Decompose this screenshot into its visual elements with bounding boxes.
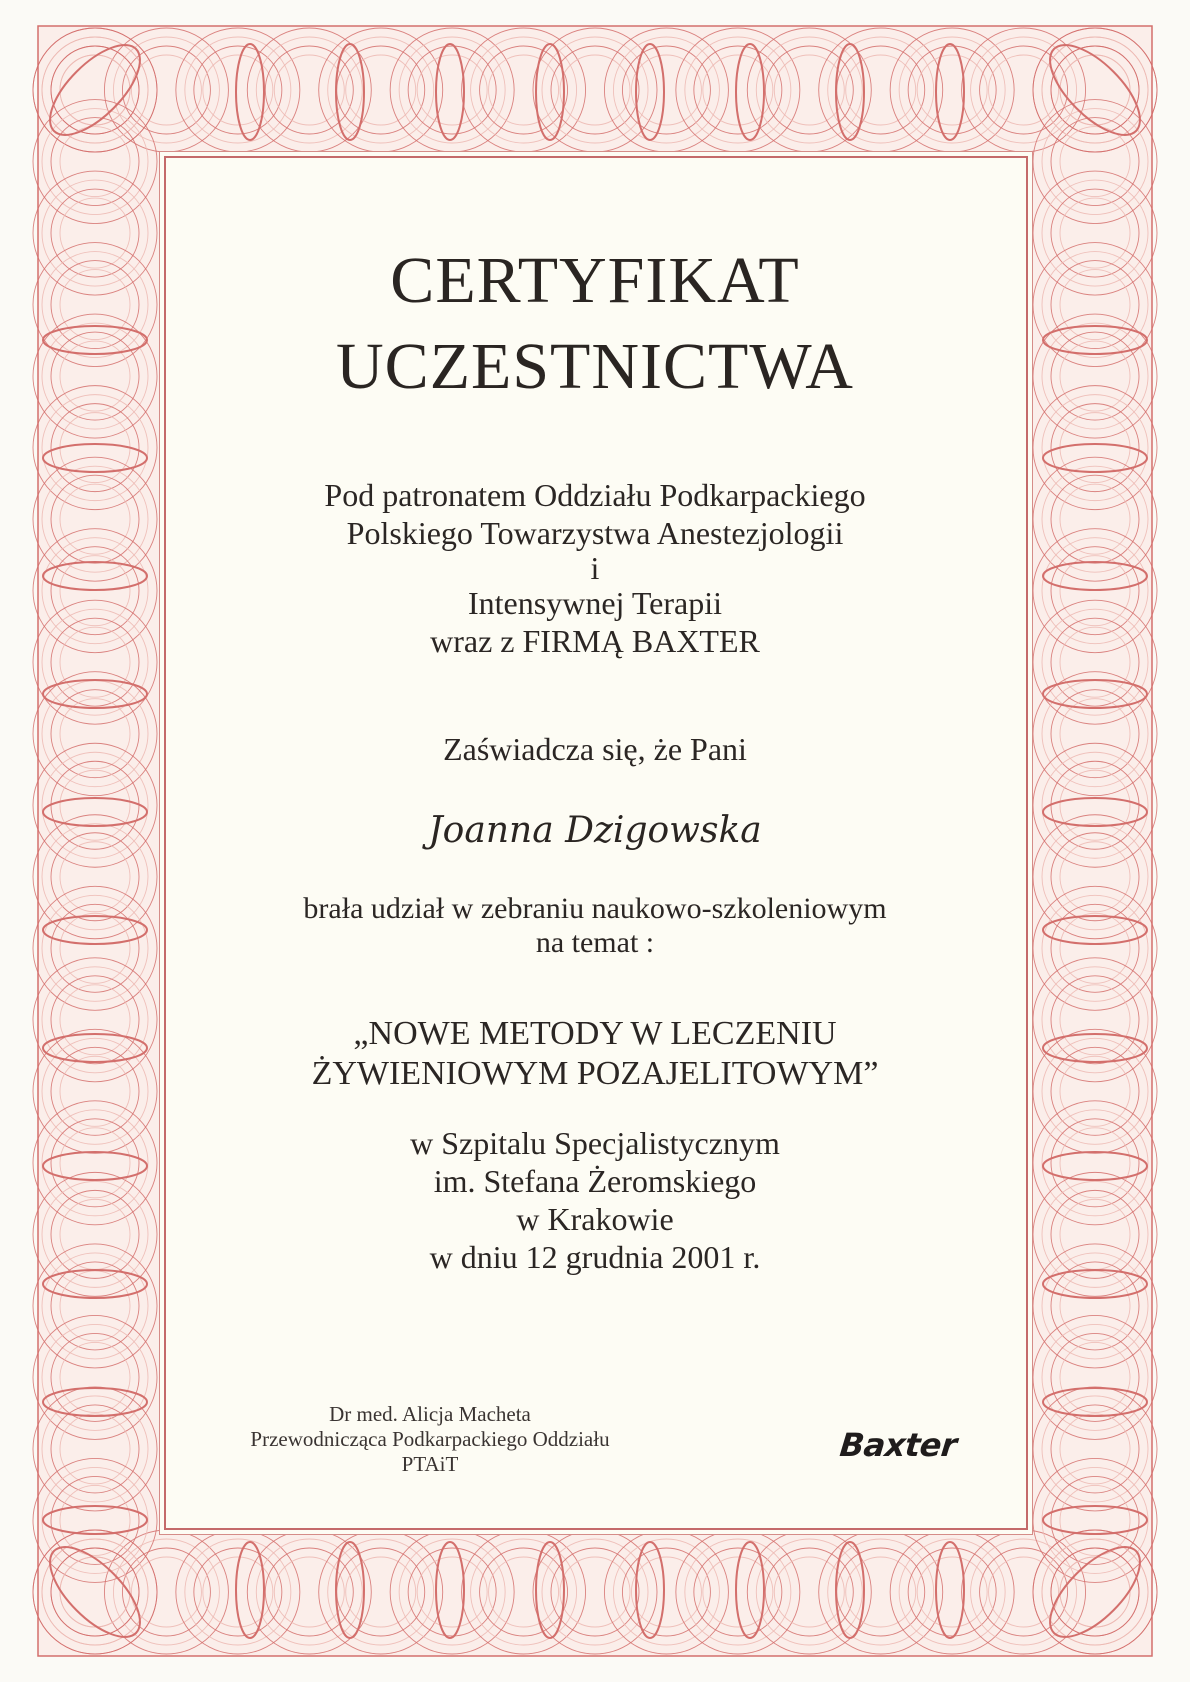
- patronage-line: Intensywnej Terapii: [468, 585, 722, 621]
- venue-line: w Krakowie: [516, 1201, 674, 1237]
- participation-block: [0, 892, 1190, 960]
- topic-block: [0, 1014, 1190, 1094]
- patronage-line: wraz z FIRMĄ BAXTER: [430, 623, 760, 659]
- participation-line: na temat :: [535, 926, 655, 959]
- patronage-line: i: [590, 550, 600, 586]
- patronage-line: Polskiego Towarzystwa Anestezjologii: [346, 515, 844, 551]
- signatory-role: Przewodnicząca Podkarpackiego Oddziału: [250, 1427, 610, 1451]
- signature-block: [190, 1402, 670, 1477]
- signatory-org: PTAiT: [401, 1452, 459, 1476]
- venue-line: im. Stefana Żeromskiego: [433, 1163, 757, 1199]
- title-line-1: CERTYFIKAT: [390, 244, 800, 317]
- certificate-title: [0, 238, 1190, 410]
- signatory-name: Dr med. Alicja Macheta: [329, 1402, 531, 1426]
- title-line-2: UCZESTNICTWA: [336, 330, 854, 403]
- venue-line: w dniu 12 grudnia 2001 r.: [429, 1239, 761, 1275]
- patronage-block: [0, 476, 1190, 660]
- attestation-text: Zaświadcza się, że Pani: [443, 731, 747, 767]
- venue-line: w Szpitalu Specjalistycznym: [410, 1125, 780, 1161]
- recipient-name: Joanna Dzigowska: [428, 810, 762, 851]
- baxter-logo: Baxter: [838, 1426, 959, 1464]
- participation-line: brała udział w zebraniu naukowo-szkoleniowym: [303, 892, 887, 925]
- topic-line: „NOWE METODY W LECZENIU: [353, 1015, 837, 1052]
- venue-block: [0, 1124, 1190, 1276]
- topic-line: ŻYWIENIOWYM POZAJELITOWYM”: [311, 1055, 879, 1092]
- patronage-line: Pod patronatem Oddziału Podkarpackiego: [324, 477, 866, 513]
